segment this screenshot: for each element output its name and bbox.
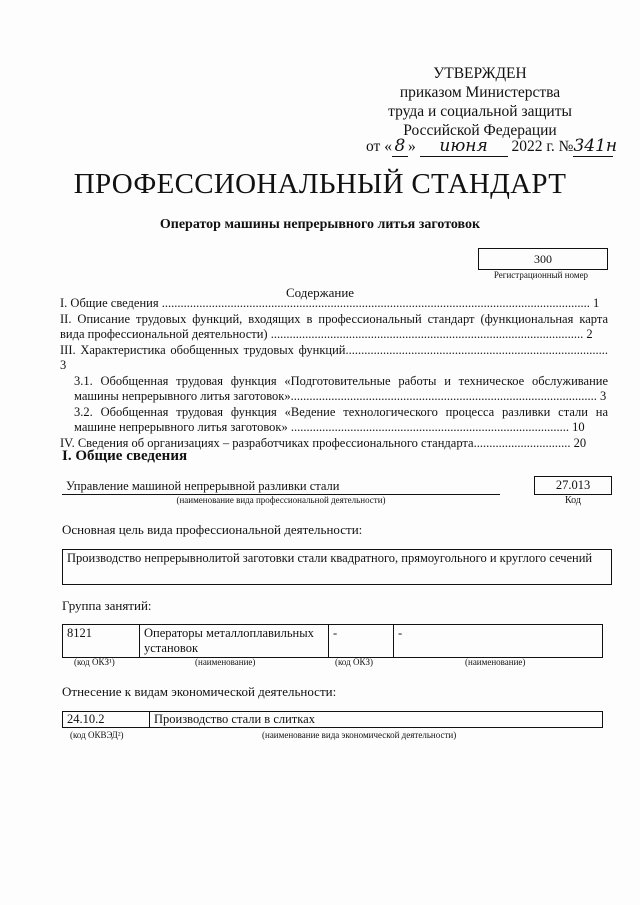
group-label: Группа занятий: (62, 598, 152, 613)
table-of-contents (60, 296, 608, 451)
registration-label: Регистрационный номер (493, 270, 589, 280)
registration-number: 300 (478, 248, 608, 270)
okz-code-cell-2: - (329, 625, 394, 658)
order-number: 341н (573, 136, 618, 156)
toc-heading: Содержание (285, 285, 355, 300)
approval-line-3: труда и социальной защиты (388, 103, 572, 120)
toc-item[interactable]: I. Общие сведения ......................................................................................................................................... 1 (60, 296, 600, 310)
okved-name-cell: Производство стали в слитках (150, 712, 603, 728)
okved-code-cell: 24.10.2 (63, 712, 150, 728)
order-mid: » (407, 138, 416, 155)
order-month: июня (420, 136, 508, 157)
order-year: 2022 г. № (511, 138, 574, 155)
okved-name-caption: (наименование вида экономической деятельности) (262, 730, 457, 740)
toc-item[interactable]: 3.1. Обобщенная трудовая функция «Подготовительные работы и техническое обслуживание машины непрерывного литья заготовок».................................................................................................. 3 (74, 373, 608, 403)
okz-code-caption: (код ОКЗ¹) (74, 657, 115, 667)
toc-item[interactable]: III. Характеристика обобщенных трудовых функций.................................................................................... 3 (60, 342, 608, 372)
order-day: 8 (392, 136, 408, 157)
occupation-name-caption: (наименование) (195, 657, 256, 667)
occupation-name-cell-2: - (394, 625, 603, 658)
goal-label: Основная цель вида профессиональной деятельности: (62, 522, 363, 537)
econ-label: Отнесение к видам экономической деятельности: (62, 684, 337, 699)
okz-code-cell: 8121 (63, 625, 140, 658)
order-date-line (366, 136, 618, 157)
activity-name: Управление машиной непрерывной разливки стали (66, 479, 340, 493)
occupation-name-caption-2: (наименование) (465, 657, 526, 667)
approval-line-2: приказом Министерства (399, 84, 561, 101)
page-title: ПРОФЕССИОНАЛЬНЫЙ СТАНДАРТ (73, 168, 567, 200)
occupation-name-cell: Операторы металлоплавильных установок (140, 625, 329, 658)
occupation-table (62, 624, 603, 658)
activity-caption: (наименование вида профессиональной деятельности) (176, 495, 386, 505)
toc-item[interactable]: II. Описание трудовых функций, входящих в профессиональный стандарт (функциональная карта вида профессиональной деятельности) .................................................................................................... 2 (60, 311, 608, 341)
okz-code-caption-2: (код ОКЗ) (335, 657, 373, 667)
approval-block (360, 64, 600, 140)
okved-code-caption: (код ОКВЭД²) (70, 730, 124, 740)
activity-code: 27.013 (534, 476, 612, 495)
standard-name: Оператор машины непрерывного литья заготовок (159, 217, 481, 232)
section-heading: I. Общие сведения (62, 448, 188, 464)
toc-item[interactable]: IV. Сведения об организациях – разработчиках профессионального стандарта............................... 20 (60, 435, 587, 450)
goal-text: Производство непрерывнолитой заготовки стали квадратного, прямоугольного и круглого сечений (62, 549, 612, 585)
okved-table (62, 711, 603, 728)
approval-line-4: Российской Федерации (403, 122, 557, 139)
toc-item[interactable]: 3.2. Обобщенная трудовая функция «Ведение технологического процесса разливки стали на машине непрерывного литья заготовок» ......................................................................................... 10 (74, 404, 608, 434)
approval-line-1: УТВЕРЖДЕН (433, 65, 527, 82)
order-prefix: от « (366, 138, 392, 155)
code-caption: Код (565, 495, 581, 506)
